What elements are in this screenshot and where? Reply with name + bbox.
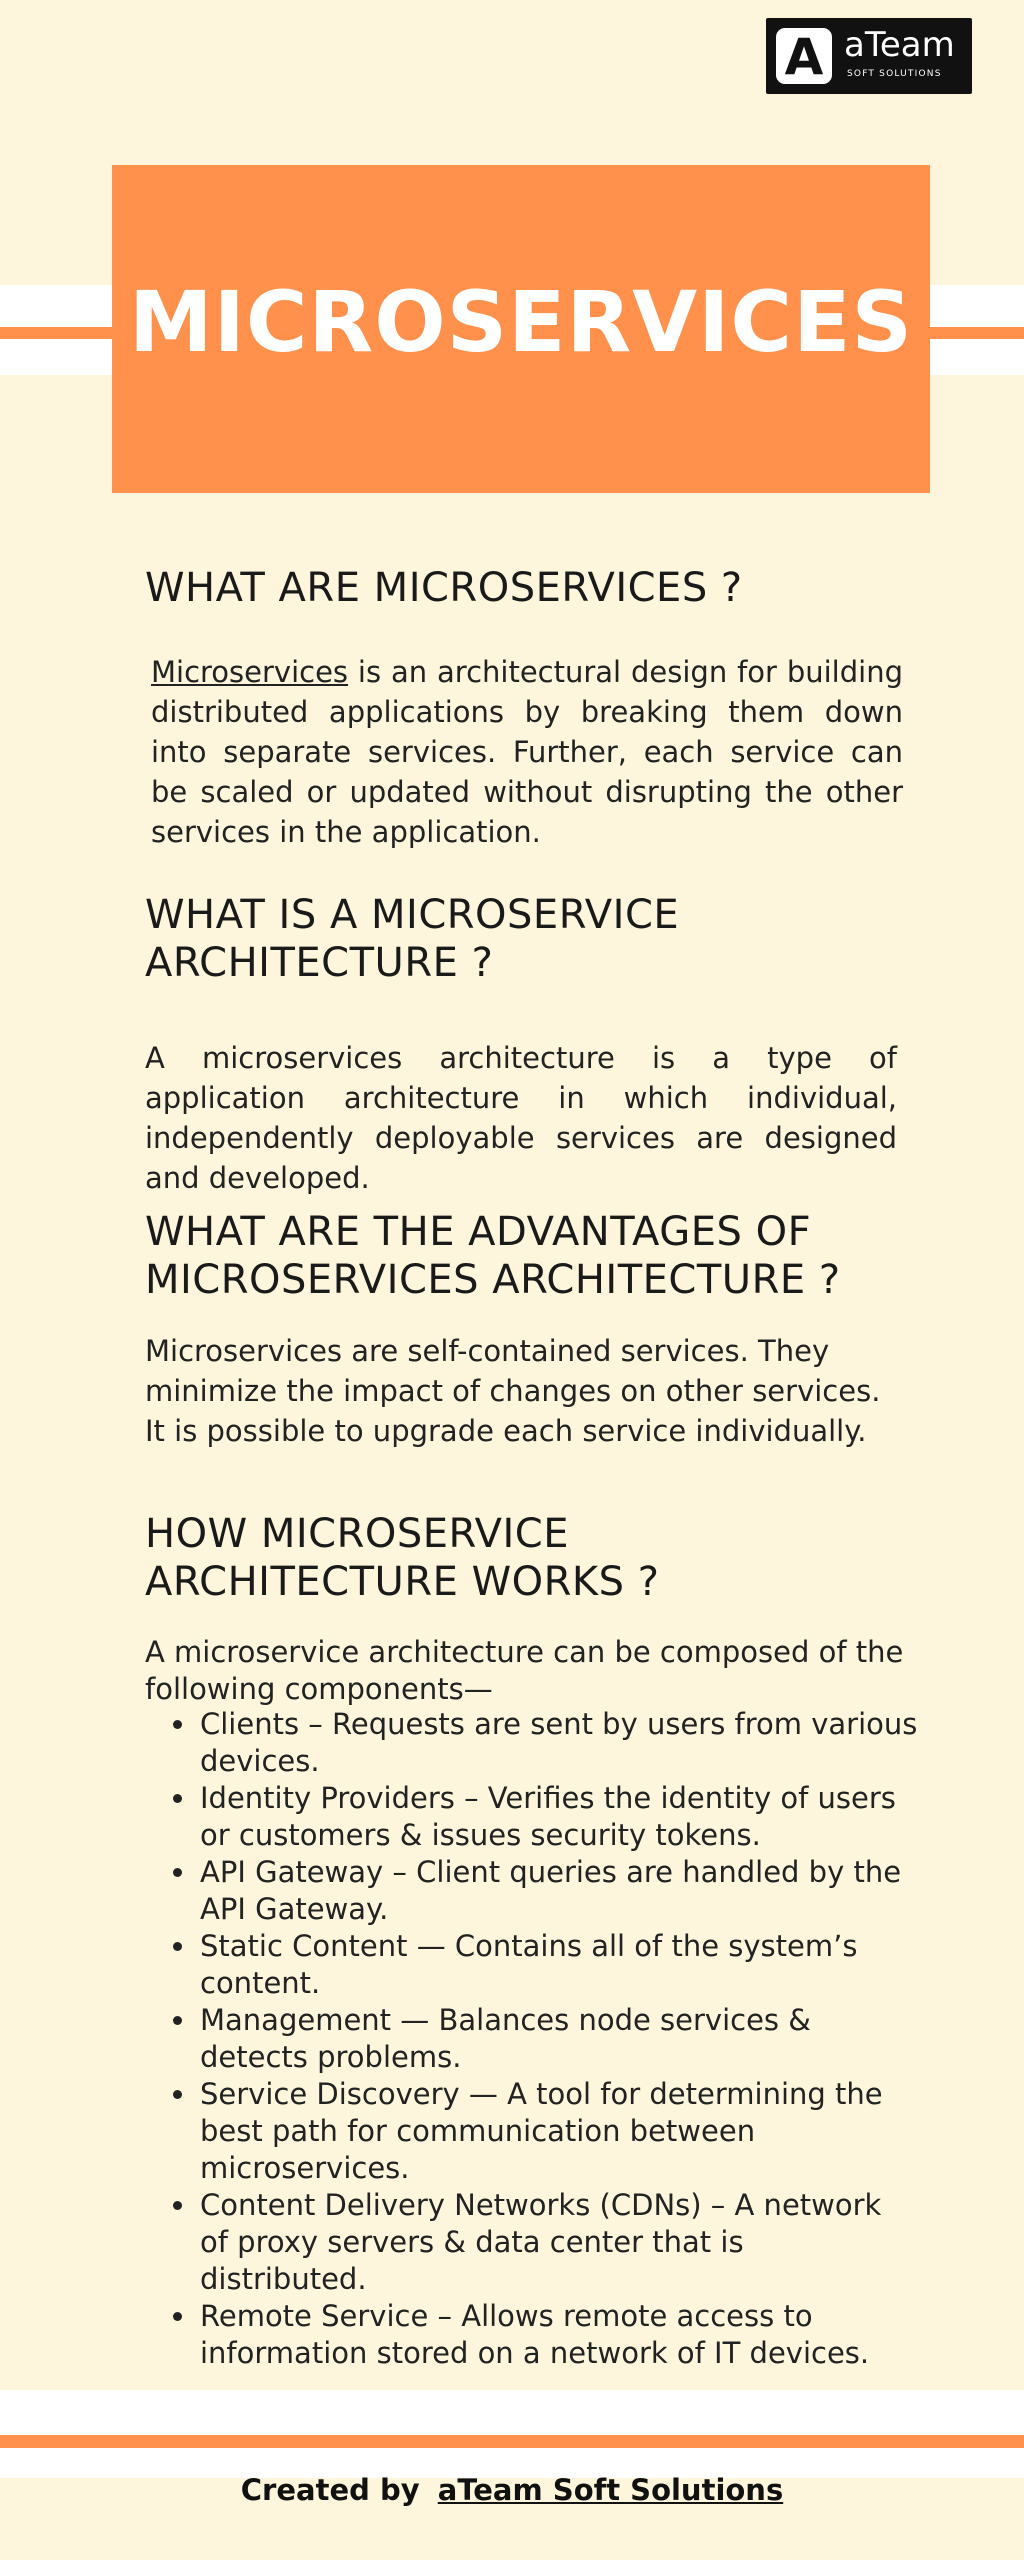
footer-credit <box>0 2468 1024 2512</box>
components-list <box>198 1706 918 2372</box>
list-item: • API Gateway – Client queries are handled by the API Gateway. <box>198 1854 918 1928</box>
company-link[interactable]: aTeam Soft Solutions <box>437 2473 784 2507</box>
section-heading-what-are: WHAT ARE MICROSERVICES ? <box>145 565 743 611</box>
page-title: MICROSERVICES <box>129 273 913 371</box>
logo-mark-icon <box>776 28 832 84</box>
section-body-advantages: Microservices are self-contained services. They minimize the impact of changes on other services. It is possible to upgrade each service individually. <box>145 1334 881 1448</box>
logo-glyph: A <box>784 28 824 86</box>
section-heading-architecture: WHAT IS A MICROSERVICE ARCHITECTURE ? <box>145 892 680 986</box>
footer-orange-stripe <box>0 2435 1024 2448</box>
credit-prefix: Created by <box>240 2473 420 2507</box>
title-banner <box>112 165 930 493</box>
logo-tagline: SOFT SOLUTIONS <box>847 69 942 79</box>
list-item: • Service Discovery — A tool for determining the best path for communication between microservices. <box>198 2076 918 2187</box>
section-body-architecture: A microservices architecture is a type of application architecture in which individual, independently deployable services are designed and developed. <box>145 1041 897 1195</box>
section-heading-advantages: WHAT ARE THE ADVANTAGES OF MICROSERVICES ARCHITECTURE ? <box>145 1209 841 1303</box>
section-body-text: is an architectural design for building distributed applications by breaking them down into separate services. Further, each service can be scaled or updated without disrupting the other services in the application. <box>151 655 903 849</box>
section-intro-how-it-works: A microservice architecture can be composed of the following components— <box>145 1635 904 1706</box>
section-heading-how-it-works: HOW MICROSERVICE ARCHITECTURE WORKS ? <box>145 1511 660 1605</box>
footer-white-stripe <box>0 2390 1024 2478</box>
list-item: • Content Delivery Networks (CDNs) – A network of proxy servers & data center that is distributed. <box>198 2187 918 2298</box>
list-item: • Static Content — Contains all of the system’s content. <box>198 1928 918 2002</box>
company-logo <box>766 18 972 94</box>
section-body-what-are <box>151 652 903 852</box>
list-item: • Clients – Requests are sent by users from various devices. <box>198 1706 918 1780</box>
microservices-link[interactable]: Microservices <box>151 655 349 689</box>
logo-name: aTeam <box>844 25 955 65</box>
list-item: • Management — Balances node services & detects problems. <box>198 2002 918 2076</box>
list-item: • Remote Service – Allows remote access to information stored on a network of IT devices. <box>198 2298 918 2372</box>
list-item: • Identity Providers – Verifies the identity of users or customers & issues security tokens. <box>198 1780 918 1854</box>
